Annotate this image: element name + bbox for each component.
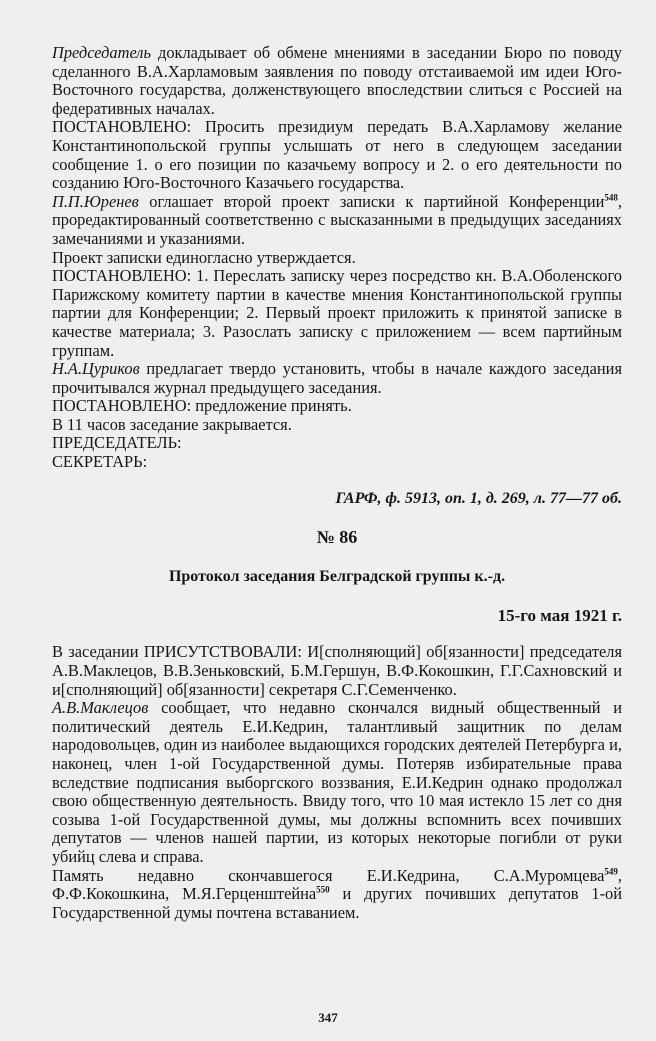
- paragraph: [52, 867, 622, 923]
- footnote-ref: 550: [316, 884, 330, 895]
- protocol-86-body: [52, 643, 622, 922]
- paragraph: [52, 416, 622, 435]
- paragraph: [52, 360, 622, 397]
- paragraph-text: В 11 часов заседание закрывается.: [52, 414, 292, 434]
- paragraph-text: сообщает, что недавно скончался видный общественный и политический деятель Е.И.Кедрин, талантливый защитник по делам народовольцев, один из наиболее выдающихся городских деятелей Петербурга и, наконец, член 1-ой Государственной думы. Потеряв избирательные права вследствие подписания выборгского воззвания, Е.И.Кедрин однако продолжал свою общественную деятельность. Ввиду того, что 10 мая истекло 15 лет со дня созыва 1-ой Государственной думы, мы должны вспомнить всех почивших депутатов — членов нашей партии, из которых некоторые погибли от руки убийц слева и справа.: [52, 698, 622, 866]
- document-title: Протокол заседания Белградской группы к.-д.: [168, 568, 506, 586]
- paragraph-text: , проредактированный соответственно с высказанными в предыдущих заседаниях замечаниями и указаниями.: [52, 191, 622, 248]
- paragraph-text: ПОСТАНОВЛЕНО: предложение принять.: [52, 396, 352, 416]
- resolution-paragraph: [52, 267, 622, 360]
- paragraph-text: оглашает второй проект записки к партийной Конференции: [138, 191, 605, 211]
- speaker-name: Председатель: [52, 43, 151, 62]
- paragraph: [52, 699, 622, 866]
- paragraph-text: , Ф.Ф.Кокошкина, М.Я.Герценштейна: [52, 865, 622, 904]
- chairman-signature-label: ПРЕДСЕДАТЕЛЬ:: [52, 433, 182, 453]
- paragraph-text: и других почивших депутатов 1-ой Государственной думы почтена вставанием.: [52, 884, 623, 922]
- speaker-name: П.П.Юренев: [52, 191, 139, 211]
- archive-reference: ГАРФ, ф. 5913, оп. 1, д. 269, л. 77—77 об.: [335, 489, 622, 507]
- paragraph-text: предлагает твердо установить, чтобы в начале каждого заседания прочитывался журнал предыдущего заседания.: [52, 359, 622, 397]
- document-number: № 86: [316, 527, 358, 548]
- paragraph: [52, 249, 622, 268]
- footnote-ref: 549: [604, 866, 618, 877]
- speaker-name: Н.А.Цуриков: [52, 359, 140, 379]
- protocol-85-continuation: [52, 44, 622, 472]
- paragraph-text: докладывает об обмене мнениями в заседании Бюро по поводу сделанного В.А.Харламовым заявления по поводу отстаиваемой им идеи Юго-Восточного государства, долженствующего впоследствии слиться с Россией на федеративных началах.: [52, 43, 622, 118]
- paragraph-text: Память недавно скончавшегося Е.И.Кедрина, С.А.Муромцева: [52, 865, 605, 885]
- paragraph-text: ПОСТАНОВЛЕНО: Просить президиум передать В.А.Харламову желание Константинопольской группы услышать от него в следующем заседании сообщение 1. о его позиции по казачьему вопросу и 2. о его деятельности по созданию Юго-Восточного Казачьего государства.: [52, 117, 622, 193]
- secretary-signature-label: СЕКРЕТАРЬ:: [52, 452, 148, 472]
- paragraph-text: Проект записки единогласно утверждается.: [52, 247, 356, 267]
- resolution-paragraph: [52, 118, 622, 192]
- document-date: 15-го мая 1921 г.: [497, 605, 622, 625]
- footnote-ref: 548: [604, 192, 618, 203]
- paragraph-text: В заседании ПРИСУТСТВОВАЛИ: И[сполняющий] об[язанности] председателя А.В.Маклецов, В.В.Зеньковский, Б.М.Гершун, В.Ф.Кокошкин, Г.Г.Сахновский и и[сполняющий] об[язанности] секретаря С.Г.Семенченко.: [52, 642, 622, 699]
- resolution-paragraph: [52, 397, 622, 416]
- paragraph: [52, 44, 622, 118]
- paragraph: [52, 193, 622, 249]
- page-body: [52, 44, 622, 922]
- attendance-paragraph: [52, 643, 622, 699]
- page-number: 347: [318, 1010, 338, 1025]
- speaker-name: А.В.Маклецов: [52, 698, 149, 718]
- paragraph-text: ПОСТАНОВЛЕНО: 1. Переслать записку через посредство кн. В.А.Оболенского Парижскому комитету партии в качестве мнения Константинопольской группы партии для Конференции; 2. Первый проект приложить к принятой записке в качестве материала; 3. Разослать записку с приложением — всем партийным группам.: [52, 266, 622, 360]
